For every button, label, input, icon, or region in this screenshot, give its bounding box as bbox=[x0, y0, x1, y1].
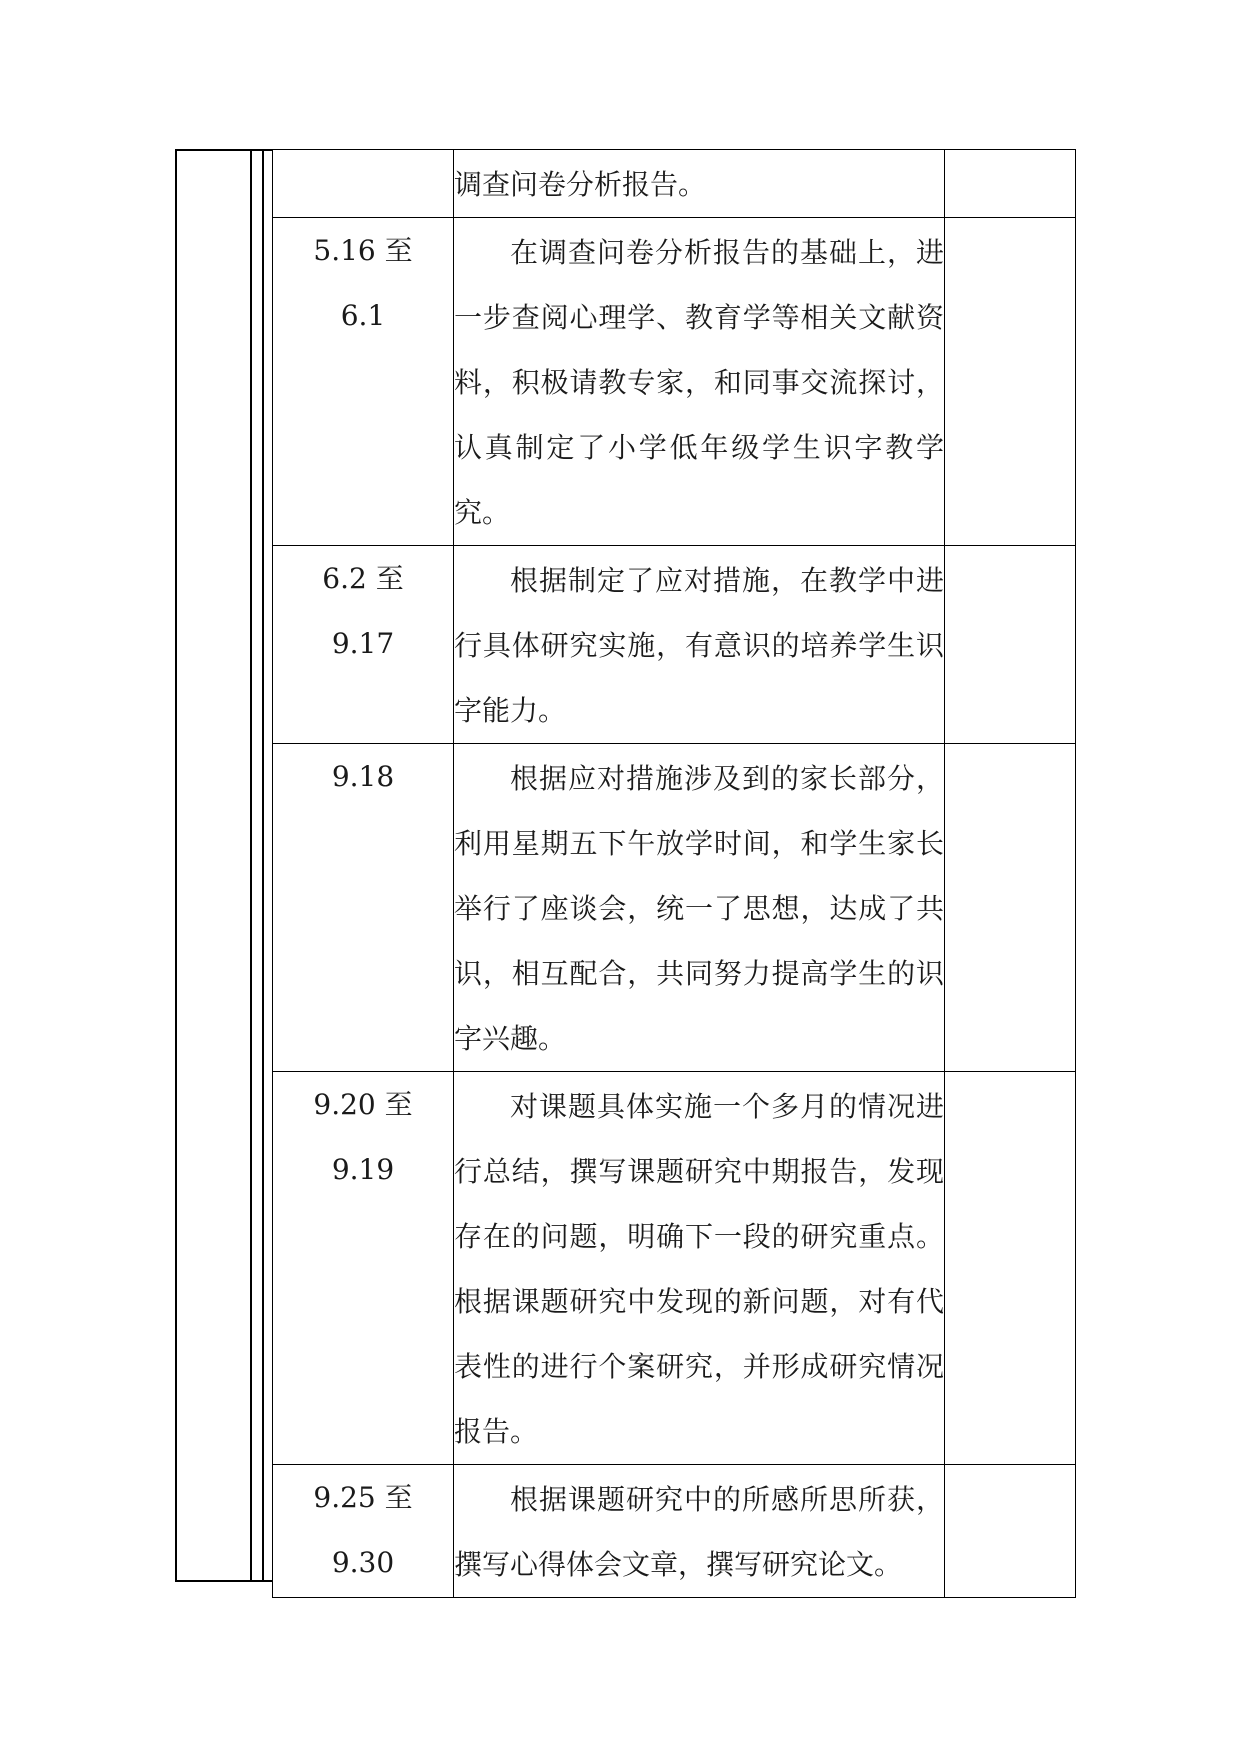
remarks-cell bbox=[945, 744, 1076, 1072]
table-row bbox=[273, 546, 1076, 744]
outer-double-line bbox=[262, 149, 264, 1581]
description-cell bbox=[454, 218, 945, 546]
date-cell bbox=[273, 218, 454, 546]
description-cell bbox=[454, 1465, 945, 1598]
date-start: 6.2 至 bbox=[322, 562, 404, 595]
date-cell bbox=[273, 1072, 454, 1465]
description-text: 根据制定了应对措施，在教学中进行具体研究实施，有意识的培养学生识字能力。 bbox=[454, 564, 944, 727]
remarks-cell bbox=[945, 218, 1076, 546]
date-start: 5.16 至 bbox=[313, 234, 413, 267]
description-cell bbox=[454, 150, 945, 218]
remarks-cell bbox=[945, 546, 1076, 744]
date-start: 9.20 至 bbox=[313, 1088, 413, 1121]
date-cell bbox=[273, 546, 454, 744]
remarks-cell bbox=[945, 150, 1076, 218]
description-text: 根据应对措施涉及到的家长部分，利用星期五下午放学时间，和学生家长举行了座谈会，统一了思想，达成了共识，相互配合，共同努力提高学生的识字兴趣。 bbox=[454, 762, 944, 1055]
outer-left-border bbox=[175, 149, 177, 1581]
date-end: 9.17 bbox=[331, 627, 395, 660]
date-cell bbox=[273, 150, 454, 218]
description-cell bbox=[454, 546, 945, 744]
table-row bbox=[273, 150, 1076, 218]
outer-bottom-border bbox=[175, 1580, 272, 1582]
table-row bbox=[273, 1072, 1076, 1465]
date-cell bbox=[273, 1465, 454, 1598]
date-end: 9.30 bbox=[331, 1546, 395, 1579]
date-start: 9.18 bbox=[331, 760, 395, 793]
table-row bbox=[273, 744, 1076, 1072]
table-row bbox=[273, 218, 1076, 546]
outer-column-divider bbox=[250, 149, 252, 1581]
description-text: 对课题具体实施一个多月的情况进行总结，撰写课题研究中期报告，发现存在的问题，明确下一段的研究重点。根据课题研究中发现的新问题，对有代表性的进行个案研究，并形成研究情况报告。 bbox=[454, 1090, 944, 1448]
date-cell bbox=[273, 744, 454, 1072]
description-text: 根据课题研究中的所感所思所获，撰写心得体会文章，撰写研究论文。 bbox=[454, 1483, 944, 1581]
description-text: 在调查问卷分析报告的基础上，进一步查阅心理学、教育学等相关文献资料，积极请教专家，和同事交流探讨，认真制定了小学低年级学生识字教学究。 bbox=[454, 236, 944, 529]
remarks-cell bbox=[945, 1072, 1076, 1465]
outer-top-border bbox=[175, 149, 272, 151]
date-start: 9.25 至 bbox=[313, 1481, 413, 1514]
table-row bbox=[273, 1465, 1076, 1598]
description-text: 调查问卷分析报告。 bbox=[454, 168, 707, 201]
date-end: 6.1 bbox=[340, 299, 386, 332]
description-cell bbox=[454, 744, 945, 1072]
remarks-cell bbox=[945, 1465, 1076, 1598]
date-end: 9.19 bbox=[331, 1153, 395, 1186]
description-cell bbox=[454, 1072, 945, 1465]
schedule-table bbox=[272, 149, 1076, 1598]
